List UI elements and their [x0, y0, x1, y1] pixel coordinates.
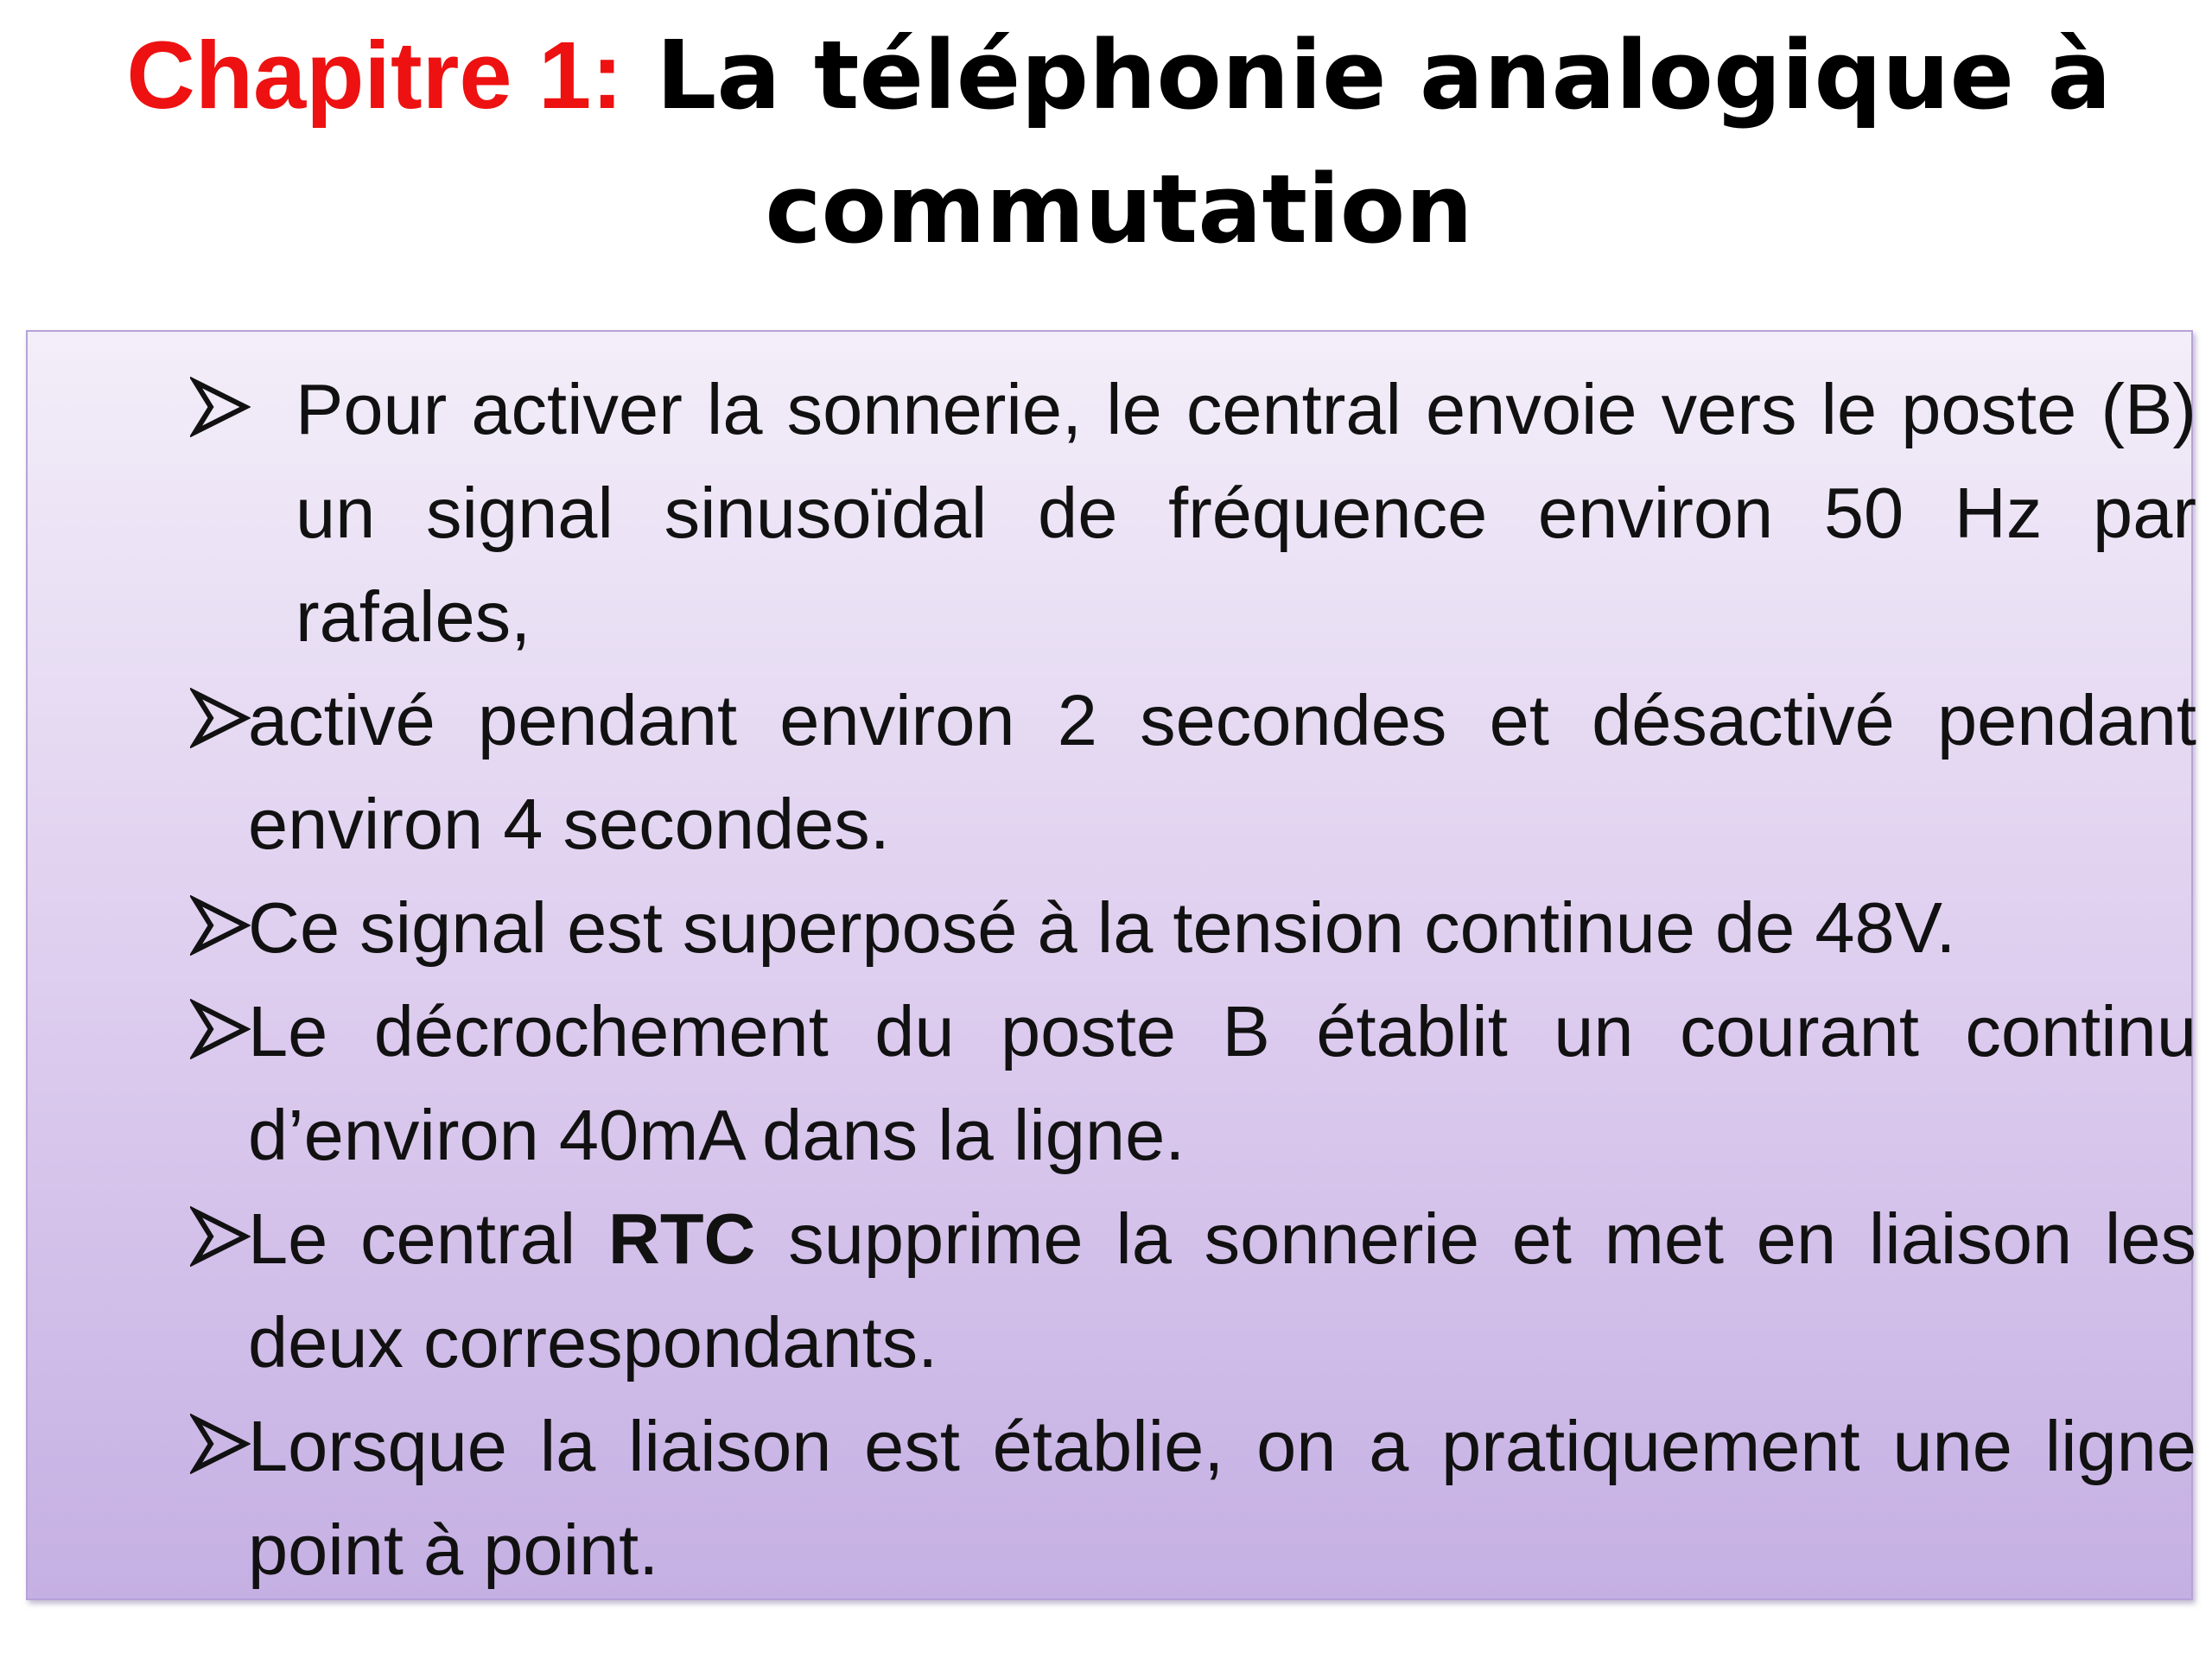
- chapter-label: Chapitre 1:: [126, 22, 623, 129]
- arrowhead-bullet-icon: [190, 999, 251, 1059]
- arrowhead-bullet-icon: [190, 895, 251, 956]
- arrowhead-bullet-icon: [190, 377, 251, 437]
- chapter-title: La téléphonie analogique à commutation: [656, 20, 2112, 264]
- arrowhead-bullet-icon: [190, 688, 251, 748]
- bullet-item-point-to-point: [166, 1395, 2196, 1602]
- bullet-item-ringing-signal: [166, 358, 2196, 669]
- bullet-text: activé pendant environ 2 secondes et désactivé pendant environ 4 secondes.: [248, 680, 2196, 864]
- bullet-item-off-hook: [166, 980, 2196, 1187]
- bullet-text: Lorsque la liaison est établie, on a pratiquement une ligne point à point.: [248, 1406, 2196, 1590]
- bullet-item-superposed: [166, 876, 2196, 980]
- bullet-text: Pour activer la sonnerie, le central envoie vers le poste (B) un signal sinusoïdal de fréquence environ 50 Hz par rafales,: [296, 369, 2196, 657]
- content-box: [26, 330, 2196, 1600]
- arrowhead-bullet-icon: [190, 1414, 251, 1474]
- bullet-text-bold-rtc: RTC: [607, 1198, 756, 1279]
- bullet-list: [166, 358, 2196, 1602]
- bullet-item-rtc: [166, 1187, 2196, 1395]
- bullet-item-timing: [166, 669, 2196, 876]
- arrowhead-bullet-icon: [190, 1206, 251, 1267]
- bullet-text: Le décrochement du poste B établit un courant continu d’environ 40mA dans la ligne.: [248, 991, 2196, 1175]
- slide-title: [104, 9, 2134, 276]
- bullet-text: Ce signal est superposé à la tension continue de 48V.: [248, 887, 1956, 968]
- bullet-text-before: Le central: [248, 1198, 576, 1279]
- bullet-text-after: supprime la sonnerie et met en liaison les deux correspondants.: [248, 1198, 2196, 1382]
